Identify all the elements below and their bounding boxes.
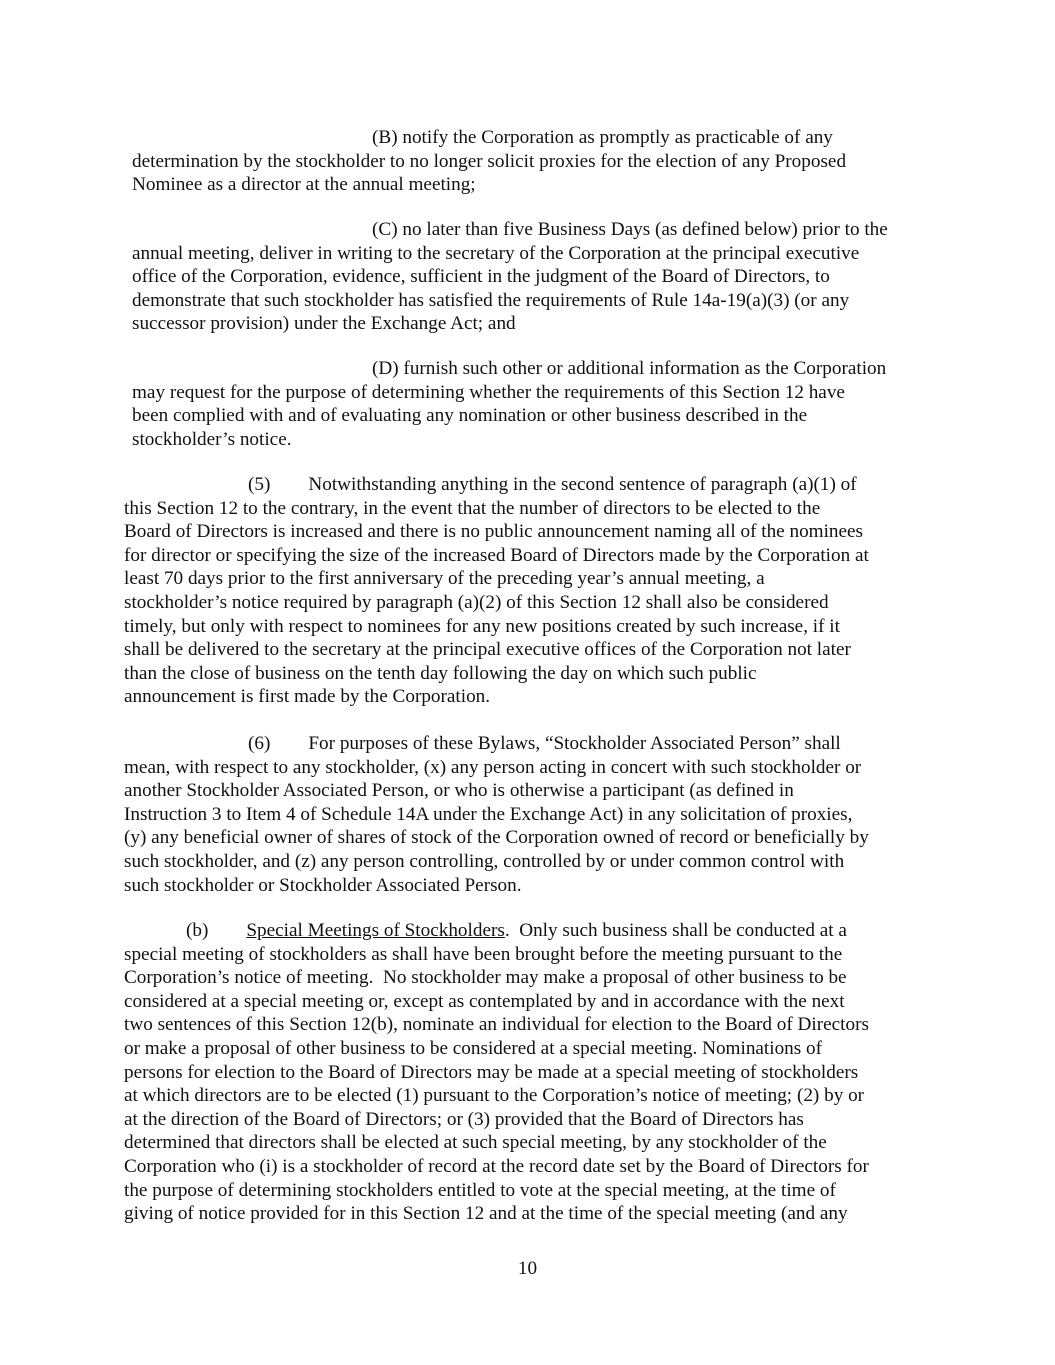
text-line: Only such business shall be conducted at a xyxy=(509,920,847,941)
text-line: stockholder’s notice required by paragraph (a)(2) of this Section 12 shall also be considered xyxy=(124,591,829,613)
text-line: stockholder’s notice. xyxy=(132,428,292,450)
text-line: Nominee as a director at the annual meeting; xyxy=(132,174,476,196)
text-line: persons for election to the Board of Directors may be made at a special meeting of stockholders xyxy=(124,1061,859,1083)
paragraph-5 xyxy=(124,473,869,709)
paragraph-first-line xyxy=(124,473,869,497)
text-line: for director or specifying the size of the increased Board of Directors made by the Corporation at xyxy=(124,544,869,566)
page-number: 10 xyxy=(517,1258,538,1279)
text-line: such stockholder, and (z) any person controlling, controlled by or under common control with xyxy=(124,850,845,872)
text-line: such stockholder or Stockholder Associated Person. xyxy=(124,874,522,896)
text-line: giving of notice provided for in this Section 12 and at the time of the special meeting (and any xyxy=(124,1203,848,1225)
text-line: or make a proposal of other business to be considered at a special meeting. Nominations of xyxy=(124,1037,823,1059)
text-line: (D) furnish such other or additional information as the Corporation xyxy=(372,358,887,379)
text-line: this Section 12 to the contrary, in the event that the number of directors to be elected to the xyxy=(124,497,821,519)
heading-punctuation: . xyxy=(504,920,510,941)
paragraph-first-line xyxy=(124,919,869,943)
text-line: two sentences of this Section 12(b), nominate an individual for election to the Board of Directors xyxy=(124,1014,869,1036)
text-line: at the direction of the Board of Directors; or (3) provided that the Board of Directors has xyxy=(124,1108,804,1130)
text-line: (C) no later than five Business Days (as defined below) prior to the xyxy=(372,219,888,240)
paragraph-6 xyxy=(124,732,869,897)
paragraph-d-upper xyxy=(132,357,886,451)
text-line: (y) any beneficial owner of shares of stock of the Corporation owned of record or beneficially by xyxy=(124,827,869,849)
text-line: Instruction 3 to Item 4 of Schedule 14A under the Exchange Act) in any solicitation of proxies, xyxy=(124,803,853,825)
paragraph-first-line xyxy=(124,732,869,756)
text-line: another Stockholder Associated Person, or who is otherwise a participant (as defined in xyxy=(124,780,794,802)
text-line: considered at a special meeting or, except as contemplated by and in accordance with the next xyxy=(124,990,845,1012)
paragraph-b-special-meetings xyxy=(124,919,869,1226)
text-line: Board of Directors is increased and there is no public announcement naming all of the nominees xyxy=(124,521,864,543)
text-line: determined that directors shall be elected at such special meeting, by any stockholder of the xyxy=(124,1132,827,1154)
text-line: shall be delivered to the secretary at the principal executive offices of the Corporation not later xyxy=(124,639,851,661)
text-line: least 70 days prior to the first anniversary of the preceding year’s annual meeting, a xyxy=(124,568,765,590)
text-line: Notwithstanding anything in the second sentence of paragraph (a)(1) of xyxy=(308,474,857,495)
text-line: successor provision) under the Exchange Act; and xyxy=(132,313,516,335)
paragraph-number: (b) xyxy=(186,920,209,941)
text-line: than the close of business on the tenth day following the day on which such public xyxy=(124,662,757,684)
text-line: determination by the stockholder to no longer solicit proxies for the election of any Proposed xyxy=(132,150,847,172)
text-line: (B) notify the Corporation as promptly as practicable of any xyxy=(372,127,833,148)
text-line: Corporation who (i) is a stockholder of record at the record date set by the Board of Directors for xyxy=(124,1155,869,1177)
text-line: been complied with and of evaluating any nomination or other business described in the xyxy=(132,405,808,427)
text-line: mean, with respect to any stockholder, (x) any person acting in concert with such stockholder or xyxy=(124,756,862,778)
text-line: may request for the purpose of determining whether the requirements of this Section 12 have xyxy=(132,381,845,403)
paragraph-number: (6) xyxy=(248,733,271,754)
paragraph-number: (5) xyxy=(248,474,271,495)
text-line: the purpose of determining stockholders entitled to vote at the special meeting, at the time of xyxy=(124,1179,836,1201)
text-line: For purposes of these Bylaws, “Stockholder Associated Person” shall xyxy=(308,733,841,754)
text-line: special meeting of stockholders as shall have been brought before the meeting pursuant to the xyxy=(124,943,843,965)
text-line: announcement is first made by the Corporation. xyxy=(124,686,491,708)
text-line: annual meeting, deliver in writing to the secretary of the Corporation at the principal executive xyxy=(132,242,860,264)
text-line: timely, but only with respect to nominees for any new positions created by such increase, if it xyxy=(124,615,840,637)
text-line: Corporation’s notice of meeting. No stockholder may make a proposal of other business to be xyxy=(124,967,847,989)
text-line: at which directors are to be elected (1) pursuant to the Corporation’s notice of meeting; (2) by or xyxy=(124,1085,865,1107)
section-heading: Special Meetings of Stockholders xyxy=(246,920,505,941)
paragraph-c-upper xyxy=(132,218,888,336)
text-line: demonstrate that such stockholder has satisfied the requirements of Rule 14a-19(a)(3) (or any xyxy=(132,289,850,311)
paragraph-b-upper xyxy=(132,126,846,197)
text-line: office of the Corporation, evidence, sufficient in the judgment of the Board of Directors, to xyxy=(132,266,830,288)
